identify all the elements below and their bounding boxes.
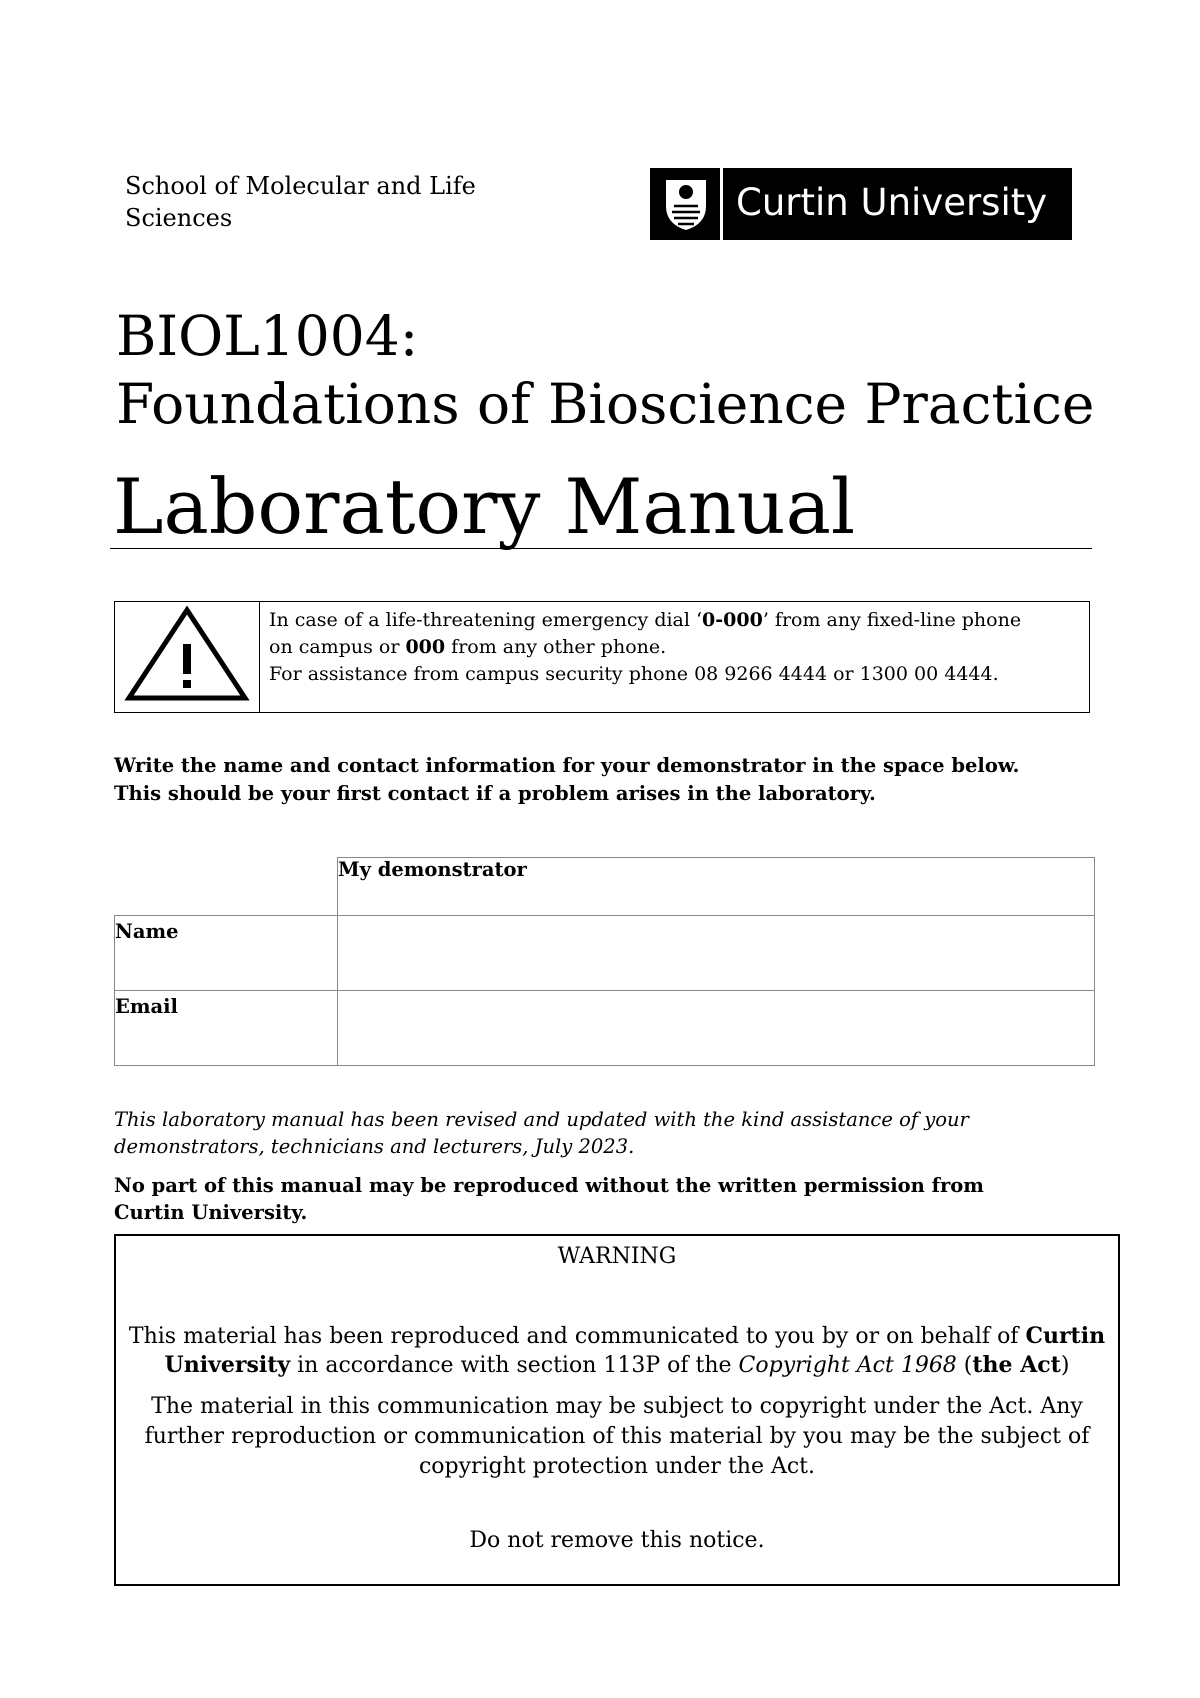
copyright-warning-box bbox=[114, 1234, 1120, 1586]
reproduction-notice: No part of this manual may be reproduced without the written permission from Curtin University. bbox=[114, 1174, 984, 1224]
school-name: School of Molecular and Life Sciences bbox=[125, 172, 476, 232]
email-label: Email bbox=[115, 991, 338, 1066]
warning-triangle-icon bbox=[115, 602, 259, 712]
warning-notice: Do not remove this notice. bbox=[469, 1528, 765, 1553]
mobile-emergency-number: 000 bbox=[405, 636, 446, 658]
document-title: Laboratory Manual bbox=[113, 462, 856, 551]
title-underline bbox=[110, 548, 1092, 549]
emergency-line-2: on campus or 000 from any other phone. bbox=[269, 636, 667, 658]
crest-icon bbox=[664, 176, 708, 232]
email-field[interactable] bbox=[338, 991, 1095, 1066]
course-name: Foundations of Bioscience Practice bbox=[116, 372, 1095, 436]
warning-paragraph-1: This material has been reproduced and communicated to you by or on behalf of Curtin University in accordance with section 113P of the Copyright Act 1968 (the Act) bbox=[128, 1323, 1106, 1378]
revision-note: This laboratory manual has been revised and updated with the kind assistance of your demonstrators, technicians and lecturers, July 2023. bbox=[114, 1108, 969, 1158]
demonstrator-header: My demonstrator bbox=[338, 858, 1095, 916]
demonstrator-instructions: Write the name and contact information for your demonstrator in the space below. This should be your first contact if a problem arises in the laboratory. bbox=[114, 754, 1020, 805]
table-corner-cell bbox=[115, 858, 338, 916]
emergency-line-1: In case of a life-threatening emergency dial ‘0-000’ from any fixed-line phone bbox=[269, 609, 1022, 631]
warning-title: WARNING bbox=[557, 1244, 677, 1269]
emergency-box bbox=[114, 601, 1090, 713]
curtin-logo bbox=[650, 168, 1072, 240]
fixed-line-emergency-number: 0-000 bbox=[702, 609, 763, 631]
name-label: Name bbox=[115, 916, 338, 991]
course-heading bbox=[116, 302, 1116, 438]
course-code: BIOL1004: bbox=[116, 304, 419, 368]
demonstrator-table bbox=[114, 857, 1095, 1066]
university-name: Curtin University bbox=[736, 181, 1048, 224]
emergency-text bbox=[269, 607, 1079, 688]
logo-divider bbox=[720, 168, 723, 240]
warning-paragraph-2: The material in this communication may be subject to copyright under the Act. Any further reproduction or communication of this material by you may be the subject of copyright protection under the Act. bbox=[144, 1394, 1090, 1479]
name-field[interactable] bbox=[338, 916, 1095, 991]
emergency-icon-cell bbox=[115, 602, 260, 712]
security-contact: For assistance from campus security phone 08 9266 4444 or 1300 00 4444. bbox=[269, 663, 999, 685]
